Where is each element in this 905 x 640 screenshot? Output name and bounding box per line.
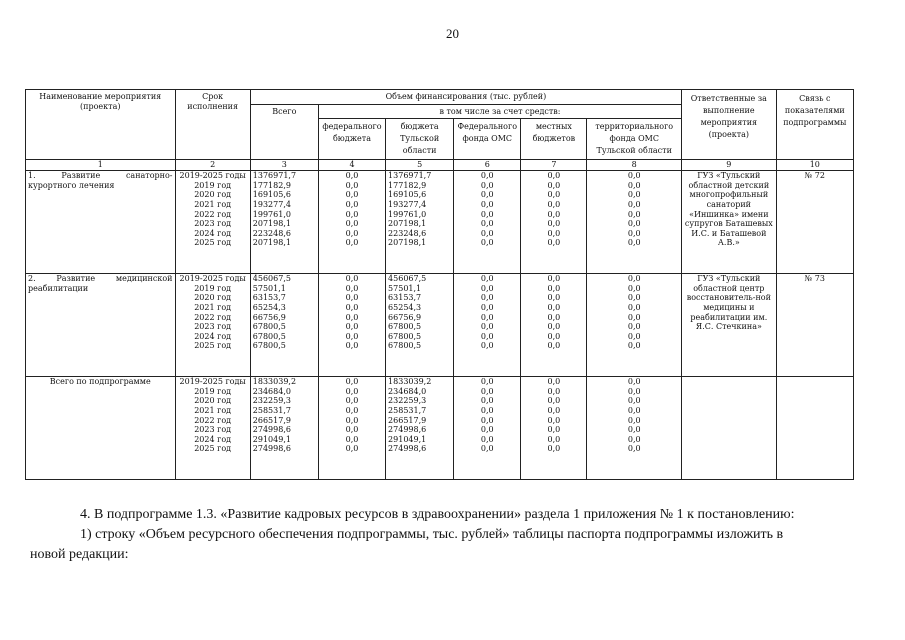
period-cell-value: 2020 год — [194, 293, 232, 303]
tfoms-cell-value: 0,0 — [627, 171, 641, 181]
total-cell-value: 199761,0 — [252, 209, 291, 219]
regional-cell-value: 67800,5 — [388, 341, 422, 351]
column-number: 9 — [682, 160, 777, 171]
foms-cell — [454, 171, 521, 274]
total-cell-value: 63153,7 — [252, 293, 286, 303]
period-cell-value: 2025 год — [194, 341, 232, 351]
local-cell-value: 0,0 — [547, 386, 561, 396]
period-cell-value: 2021 год — [194, 405, 232, 415]
period-cell-value: 2019 год — [194, 386, 232, 396]
total-cell-value: 274998,6 — [252, 425, 291, 435]
local-cell-value: 0,0 — [547, 293, 561, 303]
tfoms-cell-value: 0,0 — [627, 219, 641, 229]
regional-cell-value: 266517,9 — [388, 415, 427, 425]
period-cell-value: 2019 год — [194, 180, 232, 190]
total-cell-value: 169105,6 — [252, 190, 291, 200]
regional-cell-value: 232259,3 — [388, 396, 427, 406]
local-cell-value: 0,0 — [547, 312, 561, 322]
header-name: Наименование мероприятия (проекта) — [26, 90, 176, 160]
total-cell-value: 66756,9 — [252, 312, 286, 322]
local-cell-value: 0,0 — [547, 396, 561, 406]
foms-cell-value: 0,0 — [480, 434, 494, 444]
local-cell-value: 0,0 — [547, 199, 561, 209]
column-numbers-row — [26, 160, 854, 171]
period-cell-value: 2023 год — [194, 322, 232, 332]
total-cell-value: 193277,4 — [252, 199, 291, 209]
period-cell — [175, 377, 250, 480]
local-cell — [521, 377, 587, 480]
federal-cell-value: 0,0 — [345, 302, 359, 312]
federal-cell-value: 0,0 — [345, 444, 359, 454]
regional-cell-value: 67800,5 — [388, 322, 422, 332]
tfoms-cell-value: 0,0 — [627, 444, 641, 454]
federal-cell — [318, 274, 385, 377]
tfoms-cell — [587, 171, 682, 274]
regional-cell — [386, 171, 454, 274]
foms-cell-value: 0,0 — [480, 274, 494, 284]
period-cell-value: 2023 год — [194, 219, 232, 229]
total-cell-value: 232259,3 — [252, 396, 291, 406]
table-row — [26, 377, 854, 480]
period-cell-value: 2019-2025 годы — [179, 377, 246, 387]
total-cell-value: 234684,0 — [252, 386, 291, 396]
regional-cell-value: 207198,1 — [388, 238, 427, 248]
tfoms-cell-value: 0,0 — [627, 238, 641, 248]
header-local: местных бюджетов — [521, 119, 587, 160]
tfoms-cell-value: 0,0 — [627, 293, 641, 303]
foms-cell-value: 0,0 — [480, 386, 494, 396]
foms-cell-value: 0,0 — [480, 283, 494, 293]
foms-cell-value: 0,0 — [480, 341, 494, 351]
local-cell-value: 0,0 — [547, 228, 561, 238]
local-cell-value: 0,0 — [547, 322, 561, 332]
period-cell-value: 2024 год — [194, 331, 232, 341]
header-total: Всего — [250, 104, 318, 160]
period-cell-value: 2022 год — [194, 209, 232, 219]
period-cell-value: 2020 год — [194, 396, 232, 406]
responsible-cell: ГУЗ «Тульский областной детский многопрофильный санаторий «Иншинка» имени супругов Баташевых И.С. и Баташевой А.В.» — [682, 171, 777, 274]
header-period: Срок исполнения — [175, 90, 250, 160]
paragraph-instruction: 1) строку «Объем ресурсного обеспечения подпрограммы, тыс. рублей» таблицы паспорта подпрограммы изложить в — [80, 527, 784, 542]
tfoms-cell — [587, 274, 682, 377]
total-cell-value: 274998,6 — [252, 444, 291, 454]
total-cell-value: 57501,1 — [252, 283, 286, 293]
regional-cell-value: 456067,5 — [388, 274, 427, 284]
regional-cell — [386, 274, 454, 377]
foms-cell-value: 0,0 — [480, 180, 494, 190]
foms-cell-value: 0,0 — [480, 405, 494, 415]
header-foms: Федерального фонда ОМС — [454, 119, 521, 160]
federal-cell-value: 0,0 — [345, 322, 359, 332]
total-cell-value: 1376971,7 — [252, 171, 297, 181]
tfoms-cell-value: 0,0 — [627, 405, 641, 415]
local-cell-value: 0,0 — [547, 405, 561, 415]
foms-cell-value: 0,0 — [480, 293, 494, 303]
federal-cell-value: 0,0 — [345, 312, 359, 322]
total-cell — [250, 171, 318, 274]
total-cell-value: 291049,1 — [252, 434, 291, 444]
local-cell-value: 0,0 — [547, 171, 561, 181]
total-cell-value: 223248,6 — [252, 228, 291, 238]
total-cell-value: 207198,1 — [252, 238, 291, 248]
column-number: 6 — [454, 160, 521, 171]
federal-cell-value: 0,0 — [345, 341, 359, 351]
local-cell-value: 0,0 — [547, 209, 561, 219]
tfoms-cell-value: 0,0 — [627, 341, 641, 351]
period-cell-value: 2019-2025 годы — [179, 274, 246, 284]
column-number: 5 — [386, 160, 454, 171]
period-cell-value: 2025 год — [194, 444, 232, 454]
period-cell-value: 2023 год — [194, 425, 232, 435]
period-cell — [175, 171, 250, 274]
local-cell-value: 0,0 — [547, 219, 561, 229]
total-cell-value: 67800,5 — [252, 331, 286, 341]
federal-cell-value: 0,0 — [345, 171, 359, 181]
period-cell-value: 2022 год — [194, 312, 232, 322]
period-cell-value: 2020 год — [194, 190, 232, 200]
tfoms-cell-value: 0,0 — [627, 274, 641, 284]
column-number: 2 — [175, 160, 250, 171]
tfoms-cell-value: 0,0 — [627, 322, 641, 332]
foms-cell-value: 0,0 — [480, 171, 494, 181]
foms-cell-value: 0,0 — [480, 209, 494, 219]
tfoms-cell-value: 0,0 — [627, 228, 641, 238]
federal-cell-value: 0,0 — [345, 377, 359, 387]
financing-table — [25, 89, 854, 480]
header-sources: в том числе за счет средств: — [318, 104, 681, 119]
table-row — [26, 274, 854, 377]
regional-cell-value: 274998,6 — [388, 425, 427, 435]
federal-cell — [318, 377, 385, 480]
period-cell — [175, 274, 250, 377]
total-cell-value: 266517,9 — [252, 415, 291, 425]
period-cell-value: 2022 год — [194, 415, 232, 425]
tfoms-cell-value: 0,0 — [627, 415, 641, 425]
paragraph-subprogram: 4. В подпрограмме 1.3. «Развитие кадровых ресурсов в здравоохранении» раздела 1 приложения № 1 к постановлению: — [80, 507, 795, 522]
local-cell — [521, 274, 587, 377]
total-cell — [250, 377, 318, 480]
local-cell-value: 0,0 — [547, 302, 561, 312]
foms-cell-value: 0,0 — [480, 377, 494, 387]
paragraph-instruction-end: новой редакции: — [30, 547, 129, 562]
foms-cell-value: 0,0 — [480, 238, 494, 248]
indicator-cell — [776, 377, 853, 480]
foms-cell-value: 0,0 — [480, 322, 494, 332]
local-cell-value: 0,0 — [547, 425, 561, 435]
activity-name: Всего по подпрограмме — [26, 377, 176, 480]
local-cell-value: 0,0 — [547, 434, 561, 444]
federal-cell-value: 0,0 — [345, 434, 359, 444]
tfoms-cell-value: 0,0 — [627, 386, 641, 396]
local-cell-value: 0,0 — [547, 238, 561, 248]
federal-cell-value: 0,0 — [345, 199, 359, 209]
activity-name: 2. Развитие медицинской реабилитации — [26, 274, 176, 377]
total-cell-value: 65254,3 — [252, 302, 286, 312]
column-number: 1 — [26, 160, 176, 171]
tfoms-cell-value: 0,0 — [627, 199, 641, 209]
regional-cell-value: 1833039,2 — [388, 377, 432, 387]
federal-cell-value: 0,0 — [345, 180, 359, 190]
federal-cell-value: 0,0 — [345, 331, 359, 341]
foms-cell-value: 0,0 — [480, 228, 494, 238]
regional-cell-value: 207198,1 — [388, 219, 427, 229]
tfoms-cell-value: 0,0 — [627, 180, 641, 190]
period-cell-value: 2019-2025 годы — [179, 171, 246, 181]
regional-cell-value: 199761,0 — [388, 209, 427, 219]
period-cell-value: 2024 год — [194, 434, 232, 444]
foms-cell-value: 0,0 — [480, 425, 494, 435]
page-number: 20 — [446, 26, 459, 41]
total-cell — [250, 274, 318, 377]
foms-cell-value: 0,0 — [480, 199, 494, 209]
tfoms-cell — [587, 377, 682, 480]
local-cell-value: 0,0 — [547, 331, 561, 341]
local-cell-value: 0,0 — [547, 180, 561, 190]
period-cell-value: 2025 год — [194, 238, 232, 248]
regional-cell-value: 258531,7 — [388, 405, 427, 415]
federal-cell-value: 0,0 — [345, 209, 359, 219]
foms-cell-value: 0,0 — [480, 396, 494, 406]
period-cell-value: 2019 год — [194, 283, 232, 293]
total-cell-value: 67800,5 — [252, 341, 286, 351]
regional-cell-value: 65254,3 — [388, 302, 422, 312]
tfoms-cell-value: 0,0 — [627, 302, 641, 312]
federal-cell-value: 0,0 — [345, 415, 359, 425]
regional-cell — [386, 377, 454, 480]
table-row — [26, 171, 854, 274]
indicator-cell: № 72 — [776, 171, 853, 274]
header-federal: федерального бюджета — [318, 119, 385, 160]
foms-cell — [454, 377, 521, 480]
federal-cell-value: 0,0 — [345, 396, 359, 406]
indicator-cell: № 73 — [776, 274, 853, 377]
local-cell-value: 0,0 — [547, 190, 561, 200]
column-number: 10 — [776, 160, 853, 171]
regional-cell-value: 291049,1 — [388, 434, 427, 444]
foms-cell-value: 0,0 — [480, 312, 494, 322]
local-cell-value: 0,0 — [547, 341, 561, 351]
local-cell-value: 0,0 — [547, 283, 561, 293]
total-cell-value: 177182,9 — [252, 180, 291, 190]
header-responsible: Ответственные за выполнение мероприятия (проекта) — [682, 90, 777, 160]
column-number: 7 — [521, 160, 587, 171]
tfoms-cell-value: 0,0 — [627, 312, 641, 322]
tfoms-cell-value: 0,0 — [627, 283, 641, 293]
foms-cell-value: 0,0 — [480, 219, 494, 229]
tfoms-cell-value: 0,0 — [627, 434, 641, 444]
federal-cell-value: 0,0 — [345, 293, 359, 303]
responsible-cell: ГУЗ «Тульский областной центр восстановитель-ной медицины и реабилитации им. Я.С. Стечкина» — [682, 274, 777, 377]
regional-cell-value: 66756,9 — [388, 312, 422, 322]
regional-cell-value: 177182,9 — [388, 180, 427, 190]
regional-cell-value: 234684,0 — [388, 386, 427, 396]
activity-name: 1. Развитие санаторно-курортного лечения — [26, 171, 176, 274]
header-funding: Объем финансирования (тыс. рублей) — [250, 90, 681, 105]
foms-cell-value: 0,0 — [480, 415, 494, 425]
period-cell-value: 2021 год — [194, 199, 232, 209]
local-cell — [521, 171, 587, 274]
tfoms-cell-value: 0,0 — [627, 377, 641, 387]
foms-cell-value: 0,0 — [480, 190, 494, 200]
total-cell-value: 258531,7 — [252, 405, 291, 415]
column-number: 4 — [318, 160, 385, 171]
foms-cell-value: 0,0 — [480, 331, 494, 341]
local-cell-value: 0,0 — [547, 444, 561, 454]
regional-cell-value: 193277,4 — [388, 199, 427, 209]
header-indicator: Связь с показателями подпрограммы — [776, 90, 853, 160]
total-cell-value: 456067,5 — [252, 274, 291, 284]
column-number: 8 — [587, 160, 682, 171]
federal-cell-value: 0,0 — [345, 190, 359, 200]
federal-cell-value: 0,0 — [345, 228, 359, 238]
regional-cell-value: 274998,6 — [388, 444, 427, 454]
total-cell-value: 67800,5 — [252, 322, 286, 332]
federal-cell-value: 0,0 — [345, 425, 359, 435]
tfoms-cell-value: 0,0 — [627, 190, 641, 200]
federal-cell-value: 0,0 — [345, 283, 359, 293]
regional-cell-value: 57501,1 — [388, 283, 422, 293]
period-cell-value: 2024 год — [194, 228, 232, 238]
federal-cell-value: 0,0 — [345, 386, 359, 396]
federal-cell-value: 0,0 — [345, 219, 359, 229]
local-cell-value: 0,0 — [547, 377, 561, 387]
period-cell-value: 2021 год — [194, 302, 232, 312]
total-cell-value: 1833039,2 — [252, 377, 297, 387]
regional-cell-value: 1376971,7 — [388, 171, 432, 181]
local-cell-value: 0,0 — [547, 274, 561, 284]
responsible-cell — [682, 377, 777, 480]
tfoms-cell-value: 0,0 — [627, 209, 641, 219]
tfoms-cell-value: 0,0 — [627, 396, 641, 406]
regional-cell-value: 169105,6 — [388, 190, 427, 200]
federal-cell — [318, 171, 385, 274]
header-regional: бюджета Тульской области — [386, 119, 454, 160]
federal-cell-value: 0,0 — [345, 238, 359, 248]
header-tfoms: территориального фонда ОМС Тульской области — [587, 119, 682, 160]
tfoms-cell-value: 0,0 — [627, 331, 641, 341]
foms-cell-value: 0,0 — [480, 444, 494, 454]
tfoms-cell-value: 0,0 — [627, 425, 641, 435]
local-cell-value: 0,0 — [547, 415, 561, 425]
regional-cell-value: 63153,7 — [388, 293, 422, 303]
federal-cell-value: 0,0 — [345, 274, 359, 284]
foms-cell-value: 0,0 — [480, 302, 494, 312]
column-number: 3 — [250, 160, 318, 171]
regional-cell-value: 67800,5 — [388, 331, 422, 341]
federal-cell-value: 0,0 — [345, 405, 359, 415]
regional-cell-value: 223248,6 — [388, 228, 427, 238]
total-cell-value: 207198,1 — [252, 219, 291, 229]
foms-cell — [454, 274, 521, 377]
